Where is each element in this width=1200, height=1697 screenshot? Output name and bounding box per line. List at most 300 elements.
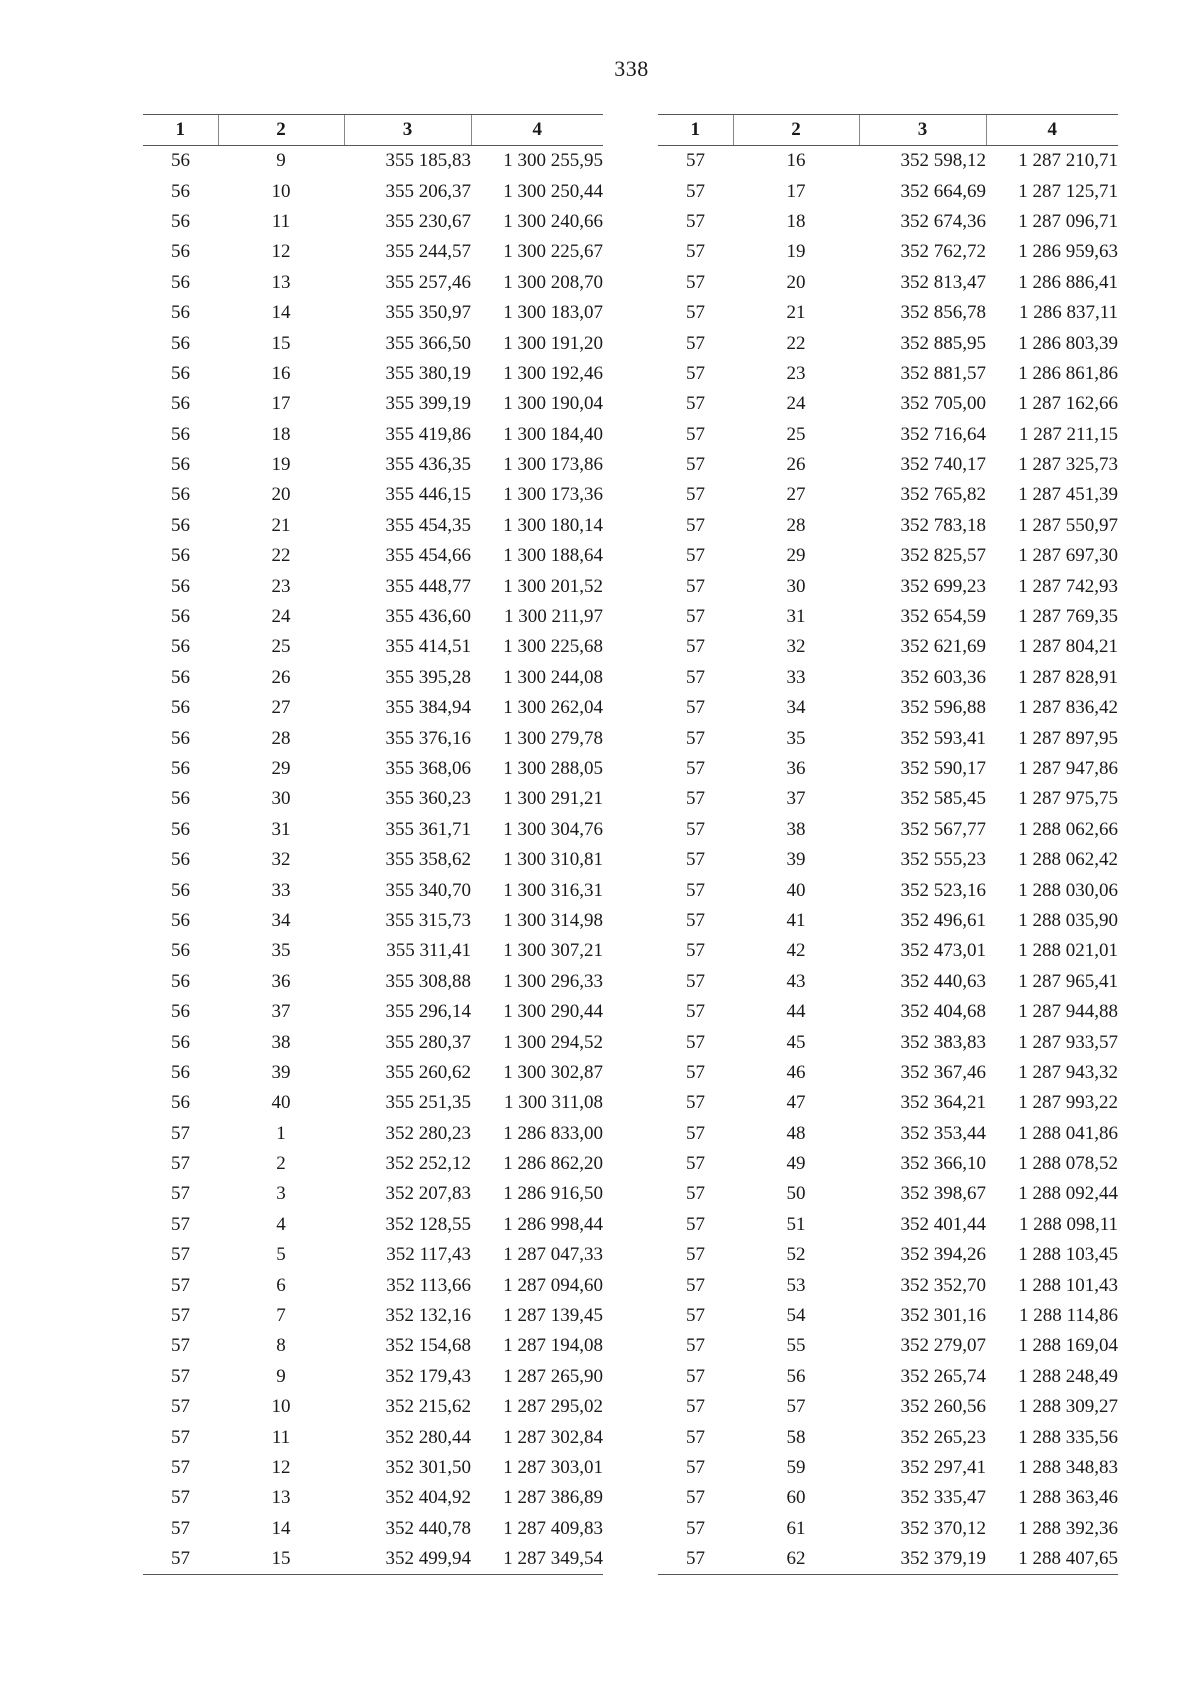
cell-contour: 57 <box>686 697 705 719</box>
cell-y: 1 287 944,88 <box>1018 1001 1118 1023</box>
cell-y: 1 300 192,46 <box>503 362 603 384</box>
table-row <box>143 328 603 358</box>
cell-x: 355 260,62 <box>385 1061 471 1083</box>
cell-y: 1 287 210,71 <box>1018 150 1118 172</box>
cell-point: 51 <box>786 1213 806 1235</box>
cell-contour: 57 <box>686 1153 705 1175</box>
cell-x: 355 244,57 <box>385 241 471 263</box>
cell-point: 3 <box>276 1183 286 1205</box>
cell-point: 46 <box>786 1061 806 1083</box>
cell-x: 352 440,78 <box>385 1517 471 1539</box>
cell-x: 352 674,36 <box>900 210 986 232</box>
cell-point: 28 <box>786 514 806 536</box>
table-row <box>658 754 1118 784</box>
cell-x: 352 301,16 <box>900 1305 986 1327</box>
cell-contour: 57 <box>686 180 705 202</box>
cell-y: 1 300 244,08 <box>503 666 603 688</box>
cell-point: 26 <box>271 666 291 688</box>
cell-x: 352 154,68 <box>385 1335 471 1357</box>
table-row <box>143 359 603 389</box>
cell-contour: 57 <box>686 514 705 536</box>
column-header-3: 3 <box>859 115 986 146</box>
cell-y: 1 287 828,91 <box>1018 666 1118 688</box>
cell-y: 1 300 184,40 <box>503 423 603 445</box>
cell-point: 14 <box>271 1517 291 1539</box>
cell-x: 352 265,23 <box>900 1426 986 1448</box>
cell-contour: 56 <box>171 1031 190 1053</box>
table-row <box>143 1392 603 1422</box>
cell-contour: 57 <box>686 818 705 840</box>
cell-point: 45 <box>786 1031 806 1053</box>
table-row <box>658 997 1118 1027</box>
table-row <box>658 1210 1118 1240</box>
cell-y: 1 287 975,75 <box>1018 788 1118 810</box>
table-row <box>143 1058 603 1088</box>
table-row <box>658 1119 1118 1149</box>
cell-y: 1 288 030,06 <box>1018 879 1118 901</box>
cell-point: 33 <box>271 879 291 901</box>
cell-contour: 57 <box>686 393 705 415</box>
cell-y: 1 300 173,86 <box>503 454 603 476</box>
cell-contour: 57 <box>686 1365 705 1387</box>
cell-contour: 56 <box>171 636 190 658</box>
cell-contour: 57 <box>686 970 705 992</box>
cell-x: 355 454,35 <box>385 514 471 536</box>
cell-x: 355 340,70 <box>385 879 471 901</box>
table-row <box>658 906 1118 936</box>
cell-point: 60 <box>786 1487 806 1509</box>
table-row <box>143 1210 603 1240</box>
cell-point: 42 <box>786 940 806 962</box>
table-row <box>143 1453 603 1483</box>
cell-contour: 57 <box>686 1183 705 1205</box>
cell-point: 48 <box>786 1122 806 1144</box>
cell-point: 13 <box>271 271 291 293</box>
cell-contour: 56 <box>171 393 190 415</box>
cell-point: 12 <box>271 1456 291 1478</box>
table-row <box>143 936 603 966</box>
cell-point: 30 <box>786 575 806 597</box>
cell-x: 352 401,44 <box>900 1213 986 1235</box>
cell-x: 352 765,82 <box>900 484 986 506</box>
cell-x: 355 436,60 <box>385 606 471 628</box>
cell-x: 352 370,12 <box>900 1517 986 1539</box>
cell-point: 15 <box>271 332 291 354</box>
cell-point: 19 <box>271 454 291 476</box>
table-row <box>143 997 603 1027</box>
cell-contour: 56 <box>171 484 190 506</box>
table-row <box>658 511 1118 541</box>
cell-point: 10 <box>271 180 291 202</box>
cell-point: 12 <box>271 241 291 263</box>
cell-x: 355 419,86 <box>385 423 471 445</box>
cell-point: 38 <box>786 818 806 840</box>
cell-y: 1 300 296,33 <box>503 970 603 992</box>
cell-contour: 56 <box>171 423 190 445</box>
cell-y: 1 287 047,33 <box>503 1244 603 1266</box>
cell-contour: 57 <box>686 1244 705 1266</box>
table-row <box>143 1270 603 1300</box>
cell-point: 54 <box>786 1305 806 1327</box>
cell-contour: 56 <box>171 302 190 324</box>
cell-x: 352 783,18 <box>900 514 986 536</box>
cell-y: 1 287 125,71 <box>1018 180 1118 202</box>
cell-contour: 57 <box>686 1274 705 1296</box>
table-row <box>143 1179 603 1209</box>
cell-point: 30 <box>271 788 291 810</box>
cell-x: 352 567,77 <box>900 818 986 840</box>
cell-point: 22 <box>271 545 291 567</box>
cell-contour: 57 <box>686 454 705 476</box>
table-row <box>143 663 603 693</box>
cell-point: 39 <box>271 1061 291 1083</box>
cell-y: 1 287 550,97 <box>1018 514 1118 536</box>
cell-point: 7 <box>276 1305 286 1327</box>
cell-contour: 57 <box>171 1365 190 1387</box>
cell-x: 352 499,94 <box>344 1544 471 1575</box>
cell-contour: 56 <box>171 271 190 293</box>
cell-y: 1 300 240,66 <box>503 210 603 232</box>
table-row <box>658 176 1118 206</box>
cell-x: 352 301,50 <box>385 1456 471 1478</box>
cell-contour: 56 <box>171 1061 190 1083</box>
cell-x: 352 885,95 <box>900 332 986 354</box>
cell-point: 23 <box>786 362 806 384</box>
cell-x: 355 399,19 <box>385 393 471 415</box>
table-row <box>658 450 1118 480</box>
cell-x: 352 364,21 <box>900 1092 986 1114</box>
cell-y: 1 286 862,20 <box>503 1153 603 1175</box>
cell-x: 352 585,45 <box>900 788 986 810</box>
cell-x: 355 206,37 <box>385 180 471 202</box>
cell-y: 1 286 861,86 <box>1018 362 1118 384</box>
cell-point: 27 <box>786 484 806 506</box>
cell-contour: 56 <box>171 727 190 749</box>
cell-contour: 56 <box>171 241 190 263</box>
cell-point: 43 <box>786 970 806 992</box>
cell-x: 355 376,16 <box>385 727 471 749</box>
cell-point: 11 <box>271 1426 291 1448</box>
table-row <box>143 268 603 298</box>
table-row <box>143 815 603 845</box>
cell-y: 1 288 348,83 <box>1018 1456 1118 1478</box>
cell-x: 352 825,57 <box>900 545 986 567</box>
cell-point: 18 <box>271 423 291 445</box>
table-row <box>658 268 1118 298</box>
cell-y: 1 287 451,39 <box>1018 484 1118 506</box>
cell-x: 355 414,51 <box>385 636 471 658</box>
cell-contour: 56 <box>171 332 190 354</box>
cell-contour: 56 <box>171 666 190 688</box>
cell-contour: 57 <box>171 1213 190 1235</box>
table-row <box>143 967 603 997</box>
table-row <box>658 1058 1118 1088</box>
column-header-4: 4 <box>471 115 603 146</box>
page-number: 338 <box>614 56 649 81</box>
cell-contour: 57 <box>686 606 705 628</box>
cell-point: 55 <box>786 1335 806 1357</box>
cell-x: 355 257,46 <box>385 271 471 293</box>
cell-x: 352 366,10 <box>900 1153 986 1175</box>
table-row <box>658 1362 1118 1392</box>
table-row <box>143 511 603 541</box>
cell-y: 1 300 225,68 <box>503 636 603 658</box>
cell-x: 355 251,35 <box>385 1092 471 1114</box>
column-header-2: 2 <box>218 115 344 146</box>
table-body-left <box>143 146 603 1575</box>
cell-x: 355 311,41 <box>386 940 471 962</box>
table-row <box>143 693 603 723</box>
cell-contour: 57 <box>686 423 705 445</box>
cell-point: 17 <box>786 180 806 202</box>
cell-contour: 56 <box>171 970 190 992</box>
cell-point: 58 <box>786 1426 806 1448</box>
cell-point: 2 <box>276 1153 286 1175</box>
cell-point: 1 <box>276 1122 286 1144</box>
cell-y: 1 287 303,01 <box>503 1456 603 1478</box>
cell-point: 11 <box>271 210 291 232</box>
table-row <box>143 237 603 267</box>
cell-x: 352 113,66 <box>386 1274 471 1296</box>
cell-point: 34 <box>786 697 806 719</box>
cell-y: 1 300 307,21 <box>503 940 603 962</box>
cell-point: 29 <box>271 758 291 779</box>
cell-contour: 57 <box>686 241 705 263</box>
cell-x: 352 394,26 <box>900 1244 986 1266</box>
table-header-row <box>143 115 603 146</box>
cell-contour: 56 <box>171 1092 190 1114</box>
cell-point: 40 <box>786 879 806 901</box>
cell-x: 352 762,72 <box>900 241 986 263</box>
cell-x: 352 523,16 <box>900 879 986 901</box>
cell-x: 352 398,67 <box>900 1183 986 1205</box>
cell-point: 35 <box>786 727 806 749</box>
cell-x: 352 179,43 <box>385 1365 471 1387</box>
table-row <box>658 328 1118 358</box>
cell-y: 1 286 916,50 <box>503 1183 603 1205</box>
cell-x: 355 380,19 <box>385 362 471 384</box>
table-row <box>658 967 1118 997</box>
cell-y: 1 287 349,54 <box>471 1544 603 1575</box>
cell-contour: 57 <box>171 1183 190 1205</box>
cell-x: 352 596,88 <box>900 697 986 719</box>
table-row <box>143 1514 603 1544</box>
cell-point: 21 <box>786 302 806 324</box>
table-row <box>143 784 603 814</box>
cell-point: 25 <box>271 636 291 658</box>
cell-contour: 56 <box>171 909 190 931</box>
cell-y: 1 288 363,46 <box>1018 1487 1118 1509</box>
cell-y: 1 300 294,52 <box>503 1031 603 1053</box>
cell-contour: 57 <box>658 1544 733 1575</box>
cell-x: 352 654,59 <box>900 606 986 628</box>
cell-y: 1 287 295,02 <box>503 1396 603 1418</box>
cell-y: 1 288 169,04 <box>1018 1335 1118 1357</box>
cell-x: 355 361,71 <box>385 818 471 840</box>
cell-contour: 56 <box>171 362 190 384</box>
table-row <box>658 1483 1118 1513</box>
cell-contour: 57 <box>686 727 705 749</box>
cell-y: 1 286 803,39 <box>1018 332 1118 354</box>
cell-x: 355 350,97 <box>385 302 471 324</box>
table-row <box>658 784 1118 814</box>
cell-y: 1 286 833,00 <box>503 1122 603 1144</box>
table-row <box>658 1514 1118 1544</box>
cell-point: 36 <box>271 970 291 992</box>
cell-point: 26 <box>786 454 806 476</box>
cell-contour: 56 <box>171 454 190 476</box>
table-row <box>658 632 1118 662</box>
cell-point: 5 <box>276 1244 286 1266</box>
cell-contour: 57 <box>686 1092 705 1114</box>
cell-point: 19 <box>786 241 806 263</box>
cell-contour: 57 <box>171 1426 190 1448</box>
cell-y: 1 300 211,97 <box>503 606 603 628</box>
cell-y: 1 287 804,21 <box>1018 636 1118 658</box>
cell-y: 1 300 191,20 <box>503 332 603 354</box>
table-row <box>658 723 1118 753</box>
cell-x: 355 185,83 <box>385 150 471 172</box>
cell-point: 37 <box>786 788 806 810</box>
cell-point: 31 <box>786 606 806 628</box>
cell-contour: 57 <box>686 1061 705 1083</box>
cell-contour: 57 <box>686 940 705 962</box>
table-row <box>143 571 603 601</box>
cell-contour: 57 <box>686 1517 705 1539</box>
cell-point: 29 <box>786 545 806 567</box>
cell-contour: 56 <box>171 180 190 202</box>
cell-contour: 57 <box>171 1396 190 1418</box>
cell-point: 47 <box>786 1092 806 1114</box>
cell-point: 40 <box>271 1092 291 1114</box>
cell-point: 24 <box>271 606 291 628</box>
table-row <box>143 875 603 905</box>
table-row <box>143 1119 603 1149</box>
cell-contour: 57 <box>171 1335 190 1357</box>
cell-contour: 56 <box>171 545 190 567</box>
cell-contour: 57 <box>686 666 705 688</box>
table-row <box>658 602 1118 632</box>
column-header-2: 2 <box>733 115 859 146</box>
cell-y: 1 288 078,52 <box>1018 1153 1118 1175</box>
cell-x: 355 436,35 <box>385 454 471 476</box>
cell-x: 352 593,41 <box>900 727 986 749</box>
table-row <box>658 1453 1118 1483</box>
table-row <box>658 1422 1118 1452</box>
cell-contour: 57 <box>686 1305 705 1327</box>
cell-y: 1 288 092,44 <box>1018 1183 1118 1205</box>
cell-y: 1 300 188,64 <box>503 545 603 567</box>
cell-point: 53 <box>786 1274 806 1296</box>
cell-point: 8 <box>276 1335 286 1357</box>
cell-y: 1 300 311,08 <box>503 1092 603 1114</box>
cell-x: 352 404,68 <box>900 1001 986 1023</box>
cell-y: 1 300 201,52 <box>503 575 603 597</box>
cell-x: 352 440,63 <box>900 970 986 992</box>
cell-x: 352 603,36 <box>900 666 986 688</box>
cell-contour: 57 <box>686 1456 705 1478</box>
cell-point: 16 <box>786 150 806 172</box>
cell-point: 57 <box>786 1396 806 1418</box>
table-row <box>143 176 603 206</box>
cell-x: 352 207,83 <box>385 1183 471 1205</box>
table-row <box>658 571 1118 601</box>
cell-contour: 57 <box>171 1153 190 1175</box>
cell-y: 1 288 098,11 <box>1018 1213 1118 1235</box>
cell-y: 1 287 096,71 <box>1018 210 1118 232</box>
cell-contour: 56 <box>171 818 190 840</box>
cell-point: 18 <box>786 210 806 232</box>
cell-y: 1 286 959,63 <box>1018 241 1118 263</box>
cell-contour: 57 <box>686 575 705 597</box>
cell-x: 352 621,69 <box>900 636 986 658</box>
cell-x: 355 454,66 <box>385 545 471 567</box>
cell-point: 37 <box>271 1001 291 1023</box>
cell-y: 1 288 041,86 <box>1018 1122 1118 1144</box>
cell-y: 1 287 742,93 <box>1018 575 1118 597</box>
table-row <box>658 815 1118 845</box>
cell-x: 355 280,37 <box>385 1031 471 1053</box>
table-row <box>143 1544 603 1575</box>
cell-point: 13 <box>271 1487 291 1509</box>
table-row <box>658 1179 1118 1209</box>
cell-point: 39 <box>786 849 806 871</box>
table-row <box>658 693 1118 723</box>
cell-x: 355 384,94 <box>385 697 471 719</box>
cell-x: 352 265,74 <box>900 1365 986 1387</box>
cell-x: 352 367,46 <box>900 1061 986 1083</box>
table-row <box>143 480 603 510</box>
cell-x: 352 404,92 <box>385 1487 471 1509</box>
cell-contour: 57 <box>686 150 705 172</box>
table-row <box>658 1027 1118 1057</box>
cell-y: 1 287 836,42 <box>1018 697 1118 719</box>
cell-y: 1 287 325,73 <box>1018 454 1118 476</box>
table-row <box>658 936 1118 966</box>
cell-x: 355 368,06 <box>385 758 471 779</box>
cell-point: 34 <box>271 909 291 931</box>
cell-y: 1 287 769,35 <box>1018 606 1118 628</box>
cell-y: 1 300 183,07 <box>503 302 603 324</box>
cell-y: 1 287 194,08 <box>503 1335 603 1357</box>
cell-point: 56 <box>786 1365 806 1387</box>
cell-x: 352 740,17 <box>900 454 986 476</box>
cell-contour: 57 <box>686 758 705 779</box>
cell-contour: 56 <box>171 788 190 810</box>
cell-contour: 57 <box>171 1456 190 1478</box>
cell-x: 352 555,23 <box>900 849 986 871</box>
cell-y: 1 300 208,70 <box>503 271 603 293</box>
coordinates-table-left <box>143 114 603 1575</box>
cell-x: 355 296,14 <box>385 1001 471 1023</box>
table-header-row <box>658 115 1118 146</box>
cell-point: 35 <box>271 940 291 962</box>
cell-x: 352 352,70 <box>900 1274 986 1296</box>
cell-y: 1 288 114,86 <box>1018 1305 1118 1327</box>
cell-contour: 57 <box>686 332 705 354</box>
cell-x: 352 279,07 <box>900 1335 986 1357</box>
cell-y: 1 300 310,81 <box>503 849 603 871</box>
cell-x: 355 366,50 <box>385 332 471 354</box>
cell-x: 352 335,47 <box>900 1487 986 1509</box>
table-row <box>658 480 1118 510</box>
cell-y: 1 287 947,86 <box>1018 758 1118 779</box>
cell-contour: 57 <box>171 1122 190 1144</box>
table-row <box>658 845 1118 875</box>
cell-contour: 56 <box>171 606 190 628</box>
cell-contour: 57 <box>686 1213 705 1235</box>
table-row <box>143 298 603 328</box>
